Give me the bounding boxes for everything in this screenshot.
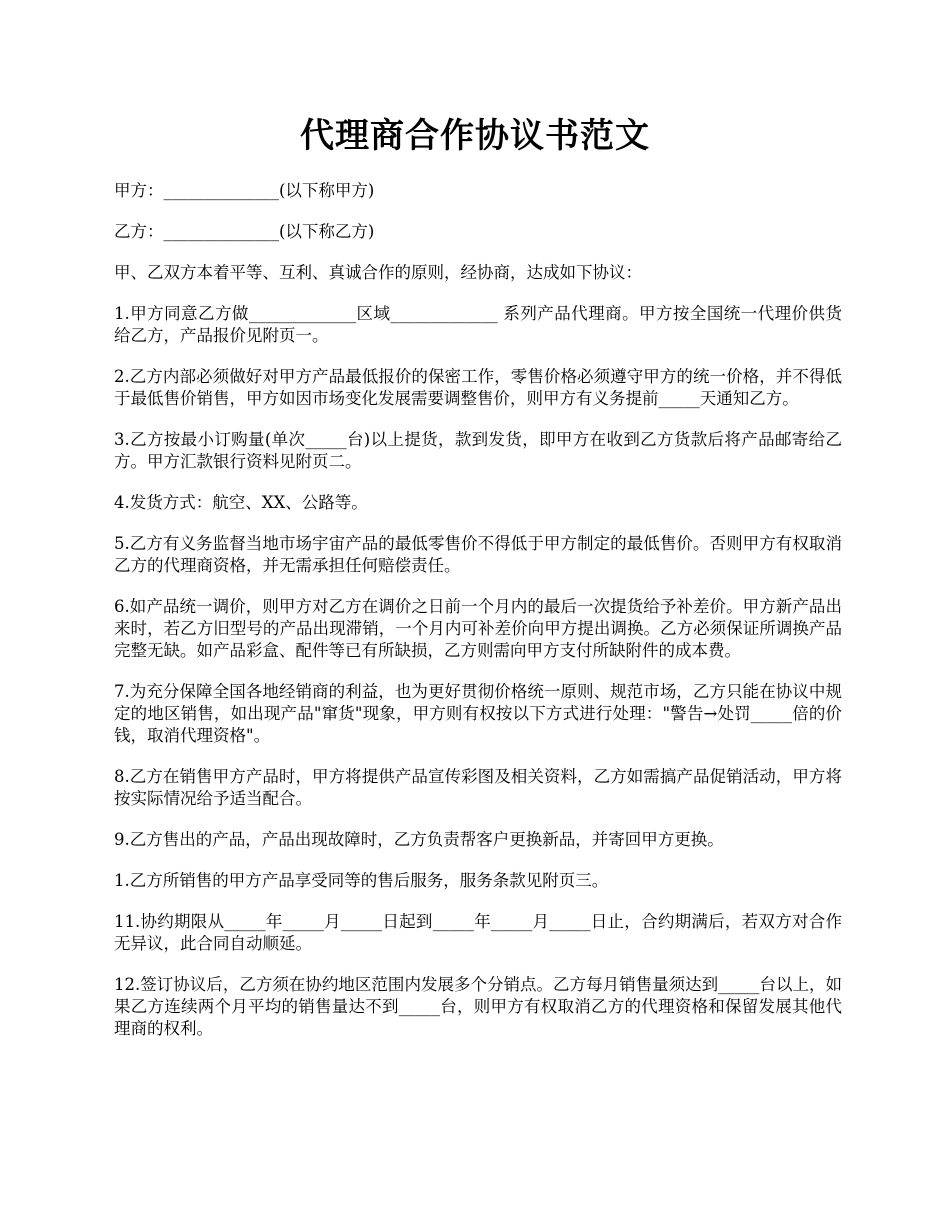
clause-4: 4.发货方式：航空、XX、公路等。 xyxy=(114,493,368,512)
clause-8: 8.乙方在销售甲方产品时，甲方将提供产品宣传彩图及相关资料，乙方如需搞产品促销活动，甲方将按实际情况给予适当配合。 xyxy=(114,767,842,808)
clause-3: 3.乙方按最小订购量(单次_____台)以上提货，款到发货，即甲方在收到乙方货款后将产品邮寄给乙方。甲方汇款银行资料见附页二。 xyxy=(114,430,842,471)
clause-5: 5.乙方有义务监督当地市场宇宙产品的最低零售价不得低于甲方制定的最低售价。否则甲方有权取消乙方的代理商资格，并无需承担任何赔偿责任。 xyxy=(114,534,842,575)
party-a-line: 甲方：______________(以下称甲方) xyxy=(114,181,375,200)
document-title: 代理商合作协议书范文 xyxy=(300,116,650,156)
clause-2: 2.乙方内部必须做好对甲方产品最低报价的保密工作，零售价格必须遵守甲方的统一价格，并不得低于最低售价销售，甲方如因市场变化发展需要调整售价，则甲方有义务提前_____天通知乙方。 xyxy=(114,367,842,408)
clause-11: 11.协约期限从_____年_____月_____日起到_____年_____月_____日止，合约期满后，若双方对合作无异议，此合同自动顺延。 xyxy=(114,912,842,953)
clause-7: 7.为充分保障全国各地经销商的利益，也为更好贯彻价格统一原则、规范市场，乙方只能在协议中规定的地区销售，如出现产品"窜货"现象，甲方则有权按以下方式进行处理："警告→处罚_____倍的价钱，取消代理资格"。 xyxy=(114,682,842,745)
clause-9: 9.乙方售出的产品，产品出现故障时，乙方负责帮客户更换新品，并寄回甲方更换。 xyxy=(114,830,724,849)
clause-12: 12.签订协议后，乙方须在协约地区范围内发展多个分销点。乙方每月销售量须达到_____台以上，如果乙方连续两个月平均的销售量达不到_____台，则甲方有权取消乙方的代理资格和保留发展其他代理商的权利。 xyxy=(114,975,842,1038)
document-body xyxy=(114,180,842,1059)
clause-10: 1.乙方所销售的甲方产品享受同等的售后服务，服务条款见附页三。 xyxy=(114,871,609,890)
clause-1: 1.甲方同意乙方做_____________区域_____________ 系列产品代理商。甲方按全国统一代理价供货给乙方，产品报价见附页一。 xyxy=(114,304,842,345)
agreement-intro: 甲、乙双方本着平等、互利、真诚合作的原则，经协商，达成如下协议： xyxy=(114,263,642,282)
clause-6: 6.如产品统一调价，则甲方对乙方在调价之日前一个月内的最后一次提货给予补差价。甲方新产品出来时，若乙方旧型号的产品出现滞销，一个月内可补差价向甲方提出调换。乙方必须保证所调换产品完整无缺。如产品彩盒、配件等已有所缺损，乙方则需向甲方支付所缺附件的成本费。 xyxy=(114,597,842,660)
party-b-line: 乙方：______________(以下称乙方) xyxy=(114,222,375,241)
